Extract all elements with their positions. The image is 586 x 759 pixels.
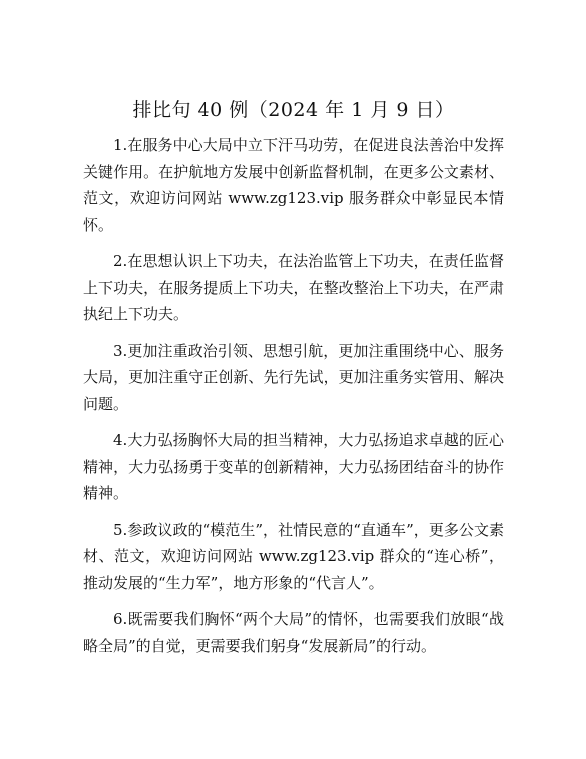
document-title: 排比句 40 例（2024 年 1 月 9 日） bbox=[132, 99, 455, 121]
paragraph-5: 5.参政议政的“模范生”，社情民意的“直通车”，更多公文素材、范文，欢迎访问网站 www.zg123.vip 群众的“连心桥”，推动发展的“生力军”，地方形象的“代言人”。 bbox=[83, 520, 504, 592]
paragraph-3: 3.更加注重政治引领、思想引航，更加注重围绕中心、服务大局，更加注重守正创新、先行先试，更加注重务实管用、解决问题。 bbox=[83, 341, 504, 413]
paragraph-4: 4.大力弘扬胸怀大局的担当精神，大力弘扬追求卓越的匠心精神，大力弘扬勇于变革的创新精神，大力弘扬团结奋斗的协作精神。 bbox=[83, 431, 504, 502]
paragraph-6: 6.既需要我们胸怀“两个大局”的情怀，也需要我们放眼“战略全局”的自觉，更需要我们躬身“发展新局”的行动。 bbox=[83, 610, 504, 655]
paragraph-1: 1.在服务中心大局中立下汗马功劳，在促进良法善治中发挥关键作用。在护航地方发展中创新监督机制，在更多公文素材、范文，欢迎访问网站 www.zg123.vip 服务群众中彰显民本情怀。 bbox=[83, 136, 504, 234]
paragraph-2: 2.在思想认识上下功夫，在法治监管上下功夫，在责任监督上下功夫，在服务提质上下功夫，在整改整治上下功夫，在严肃执纪上下功夫。 bbox=[83, 252, 504, 323]
